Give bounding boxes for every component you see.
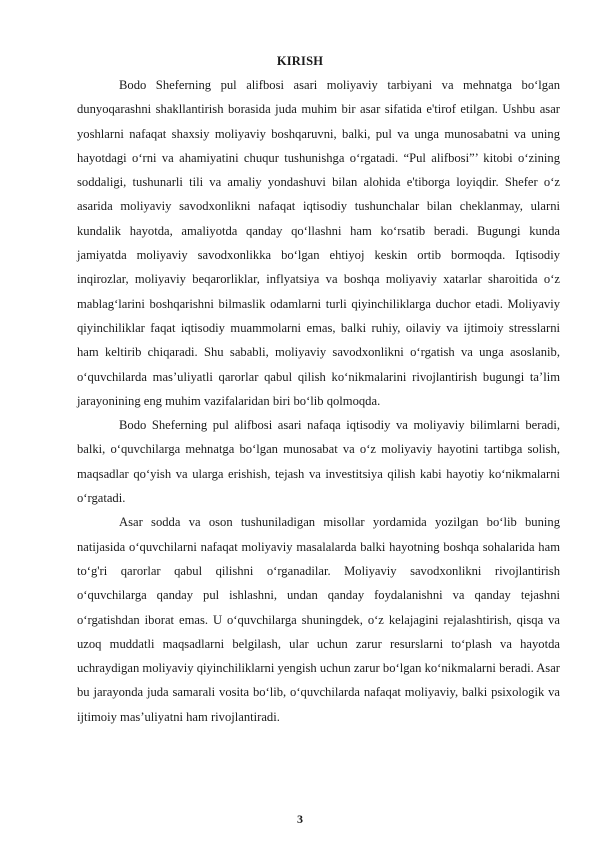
paragraph: Bodo Sheferning pul alifbosi asari nafaqa iqtisodiy va moliyaviy bilimlarni beradi, balki, o‘quvchilarga mehnatga bo‘lgan munosabat va o‘z moliyaviy hayotini tartibga solish, maqsadlar qo‘yish va ularga erishish, tejash va investitsiya qilish kabi hayotiy ko‘nikmalarni o‘rgatadi. (77, 418, 560, 506)
page-number: 3 (297, 812, 303, 826)
paragraph: Bodo Sheferning pul alifbosi asari moliyaviy tarbiyani va mehnatga bo‘lgan dunyoqarashni shakllantirish borasida juda muhim bir asar sifatida e'tirof etilgan. Ushbu asar yoshlarni nafaqat shaxsiy moliyaviy boshqaruvni, balki, pul va unga munosabatni va uning hayotdagi o‘rni va ahamiyatini chuqur tushunishga o‘rgatadi. “Pul alifbosi”’ kitobi o‘zining soddaligi, tushunarli tili va amaliy yondashuvi bilan alohida e'tiborga loyiqdir. Shefer o‘z asarida moliyaviy savodxonlikni nafaqat iqtisodiy tushunchalar bilan cheklanmay, ularni kundalik hayotda, amaliyotda qanday qo‘llashni ham ko‘rsatib beradi. Bugungi kunda jamiyatda moliyaviy savodxonlikka bo‘lgan ehtiyoj keskin ortib bormoqda. Iqtisodiy inqirozlar, moliyaviy beqarorliklar, inflyatsiya va boshqa moliyaviy xatarlar sharoitida o‘z mablag‘larini boshqarishni bilmaslik odamlarni turli qiyinchiliklarga duchor etadi. Moliyaviy qiyinchiliklar faqat iqtisodiy muammolarni emas, balki ruhiy, oilaviy va ijtimoiy stresslarni ham keltirib chiqaradi. Shu sababli, moliyaviy savodxonlikni o‘rgatish va unga asoslanib, o‘quvchilarda mas’uliyatli qarorlar qabul qilish ko‘nikmalarini rivojlantirish bugungi ta’lim jarayonining eng muhim vazifalaridan biri bo‘lib qolmoqda. (77, 78, 560, 408)
body-text (77, 73, 560, 729)
paragraph: Asar sodda va oson tushuniladigan misollar yordamida yozilgan bo‘lib buning natijasida o‘quvchilarni nafaqat moliyaviy masalalarda balki hayotning boshqa sohalarida ham to‘g'ri qarorlar qabul qilishni o‘rganadilar. Moliyaviy savodxonlikni rivojlantirish o‘quvchilarga qanday pul ishlashni, undan qanday foydalanishni va qanday tejashni o‘rgatishdan iborat emas. U o‘quvchilarga shuningdek, o‘z kelajagini rejalashtirish, qisqa va uzoq muddatli maqsadlarni belgilash, ular uchun zarur resurslarni to‘plash va hayotda uchraydigan moliyaviy qiyinchiliklarni yengish uchun zarur bo‘lgan ko‘nikmalarni beradi. Asar bu jarayonda juda samarali vosita bo‘lib, o‘quvchilarda nafaqat moliyaviy, balki psixologik va ijtimoiy mas’uliyatni ham rivojlantiradi. (77, 515, 560, 724)
page-heading: KIRISH (276, 54, 324, 68)
